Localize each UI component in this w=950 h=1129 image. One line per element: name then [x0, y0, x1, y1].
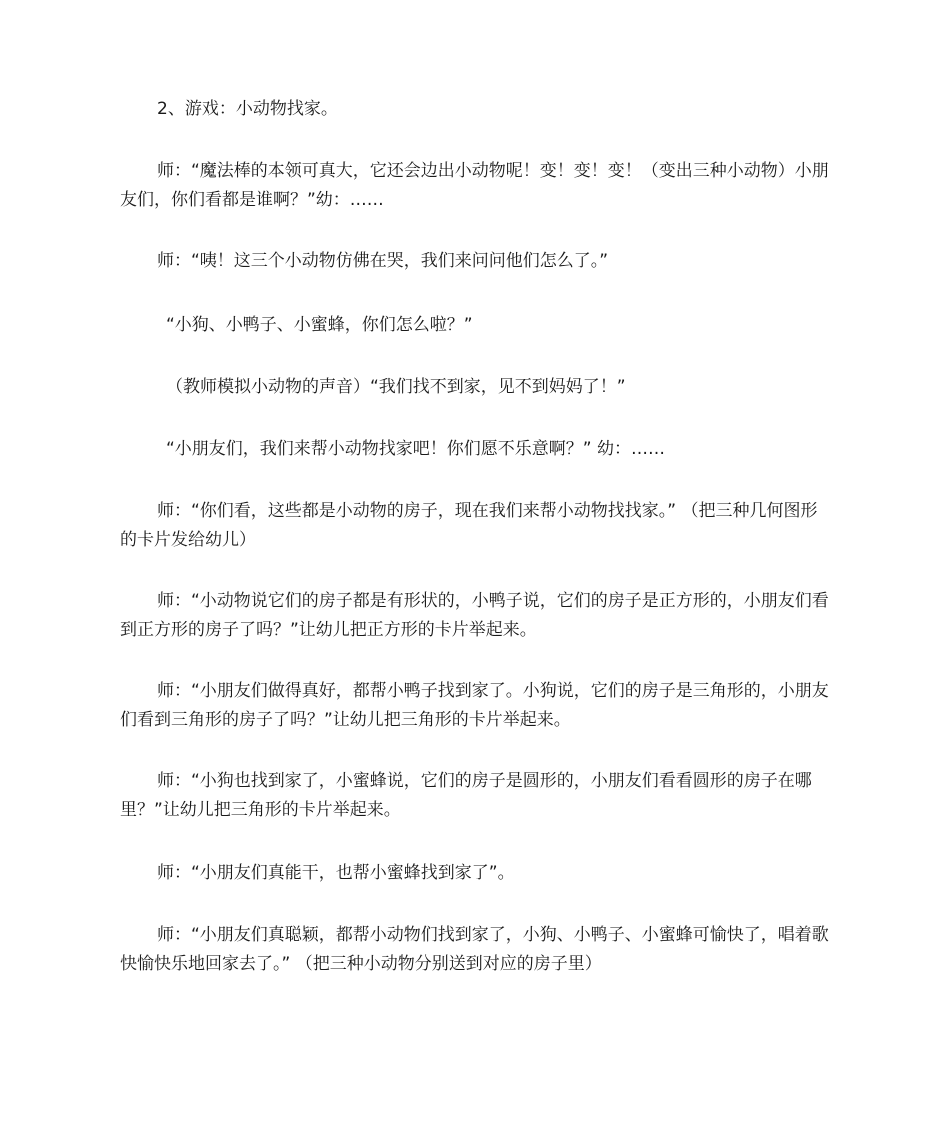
paragraph-animals-crying: 师：“咦！这三个小动物仿佛在哭，我们来问问他们怎么了。”: [157, 251, 609, 271]
paragraph-bee-home: 师：“小朋友们真能干，也帮小蜜蜂找到家了”。: [157, 863, 515, 883]
paragraph-game-title: 2、游戏：小动物找家。: [157, 99, 338, 119]
paragraph-all-home: 师：“小朋友们真聪颖，都帮小动物们找到家了，小狗、小鸭子、小蜜蜂可愉快了，唱着歌快愉快乐地回家去了。” （把三种小动物分别送到对应的房子里）: [120, 925, 829, 974]
paragraph-circle-house: 师：“小狗也找到家了，小蜜蜂说，它们的房子是圆形的，小朋友们看看圆形的房子在哪里？”让幼儿把三角形的卡片举起来。: [120, 771, 812, 820]
paragraph-houses-cards: 师：“你们看，这些都是小动物的房子，现在我们来帮小动物找找家。” （把三种几何图形的卡片发给幼儿）: [120, 501, 818, 550]
paragraph-magic-wand: 师：“魔法棒的本领可真大，它还会边出小动物呢！变！变！变！（变出三种小动物）小朋友们，你们看都是谁啊？”幼：……: [120, 161, 829, 210]
paragraph-square-house: 师：“小动物说它们的房子都是有形状的，小鸭子说，它们的房子是正方形的，小朋友们看到正方形的房子了吗？”让幼儿把正方形的卡片举起来。: [120, 591, 829, 640]
paragraph-triangle-house: 师：“小朋友们做得真好，都帮小鸭子找到家了。小狗说，它们的房子是三角形的，小朋友们看到三角形的房子了吗？”让幼儿把三角形的卡片举起来。: [120, 681, 829, 730]
paragraph-help-find-home: “小朋友们，我们来帮小动物找家吧！你们愿不乐意啊？” 幼：……: [166, 439, 666, 459]
paragraph-ask-animals: “小狗、小鸭子、小蜜蜂，你们怎么啦？”: [166, 315, 473, 335]
paragraph-animal-voice: （教师模拟小动物的声音）“我们找不到家，见不到妈妈了！”: [166, 377, 626, 397]
